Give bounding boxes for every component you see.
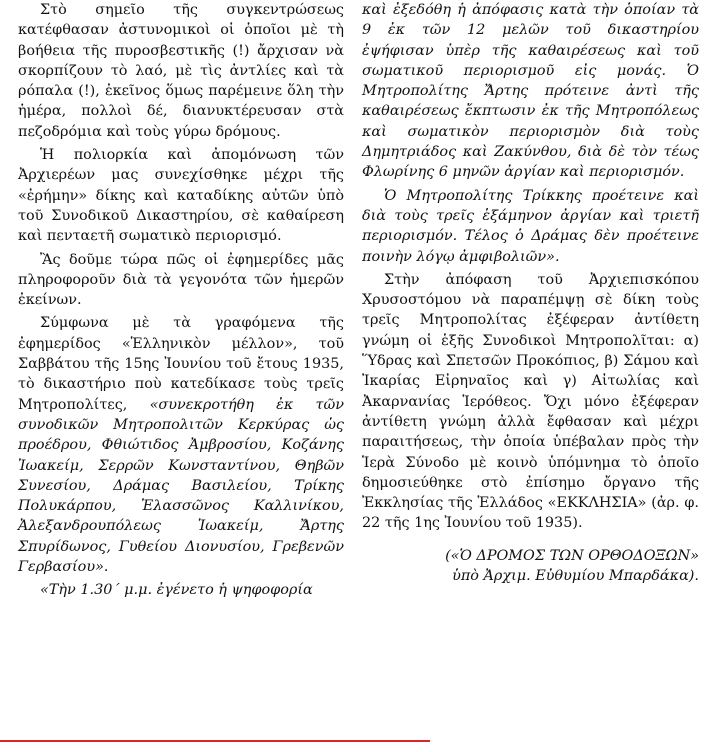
court-members-quote: «συνεκροτήθη ἐκ τῶν συνοδικῶν Μητροπολιτῶν Κερκύρας ὡς προέδρου, Φθιώτιδος Ἀμβροσίου, Κοζάνης Ἰωακείμ, Σερρῶν Κωνσταντίνου, Θηβῶν Συνεσίου, Δράμας Βασιλείου, Τρίκης Πολυκάρπου, Ἐλασσῶνος Καλλινίκου, Ἀλεξανδρουπόλεως Ἰωακείμ, Ἄρτης Σπυρίδωνος, Γυθείου Διονυσίου, Γρεβενῶν Γερβασίου». (18, 396, 344, 576)
left-column (18, 0, 344, 604)
source-signature (362, 546, 699, 586)
right-column (362, 0, 699, 586)
source-book-title: («Ὁ ΔΡΟΜΟΣ ΤΩΝ ΟΡΘΟΔΟΞΩΝ» (445, 547, 699, 564)
paragraph-trikki-proposal: Ὁ Μητροπολίτης Τρίκκης προέτεινε καὶ διὰ τοὺς τρεῖς ἑξάμηνον ἀργίαν καὶ τριετῆ περιορισμόν. Τέλος ὁ Δράμας δὲν προέτεινε ποινὴν λόγῳ ἀμφιβολιῶν». (362, 187, 699, 265)
paragraph-vote-start: «Τὴν 1.30΄ μ.μ. ἐγένετο ἡ ψηφοφορία (40, 582, 313, 599)
paragraph-court (18, 313, 344, 577)
paragraph-police: Στὸ σημεῖο τῆς συγκεντρώσεως κατέφθασαν ἀστυνομικοὶ οἱ ὁποῖοι μὲ τὴ βοήθεια τῆς πυροσβεστικῆς (!) ἄρχισαν νὰ σκορπίζουν τὸ λαό, μὲ τὶς ἀντλίες καὶ τὰ ρόπαλα (!), ἐκεῖνος ὅμως παρέμεινε ὅλη τὴν ἡμέρα, πολλοὶ δέ, διανυκτέρευσαν στὰ πεζοδρόμια καὶ τοὺς γύρω δρόμους. (18, 2, 344, 140)
footer-rule (0, 740, 430, 742)
source-author: ὑπὸ Ἀρχιμ. Εὐθυμίου Μπαρδάκα). (452, 567, 699, 584)
paragraph-dissent: Στὴν ἀπόφαση τοῦ Ἀρχιεπισκόπου Χρυσοστόμου νὰ παραπέμψῃ σὲ δίκη τοὺς τρεῖς Μητροπολίτας ἐξέφεραν ἀντίθετη γνώμη οἱ ἑξῆς Συνοδικοὶ Μητροπολῖται: α) Ὕδρας καὶ Σπετσῶν Προκόπιος, β) Σάμου καὶ Ἰκαρίας Εἰρηναῖος καὶ γ) Αἰτωλίας καὶ Ἀκαρνανίας Ἱερόθεος. Ὄχι μόνο ἐξέφεραν ἀντίθετη γνώμη ἀλλὰ ἔφθασαν καὶ μέχρι παραιτήσεως, τὴν ὁποία ὑπέβαλαν πρὸς τὴν Ἱερὰ Σύνοδο μὲ κοινὸ ὑπόμνημα τὸ ὁποῖο δημοσιεύθηκε στὸ ἐπίσημο ὄργανο τῆς Ἐκκλησίας τῆς Ἑλλάδος «ΕΚΚΛΗΣΙΑ» (ἀρ. φ. 22 τῆς 1ης Ἰουνίου τοῦ 1935). (362, 271, 699, 532)
court-intro-text: Σύμφωνα μὲ τὰ γραφόμενα τῆς ἐφημερίδος «Ἑλληνικὸν μέλλον», τοῦ Σαββάτου τῆς 15ης Ἰουνίου τοῦ ἔτους 1935, τὸ δικαστήριο ποὺ κατεδίκασε τοὺς τρεῖς Μητροπολίτες, (18, 315, 344, 413)
paragraph-decision: καὶ ἐξεδόθη ἡ ἀπόφασις κατὰ τὴν ὁποίαν τὰ 9 ἐκ τῶν 12 μελῶν τοῦ δικαστηρίου ἐψήφισαν ὑπὲρ τῆς καθαιρέσεως καὶ τοῦ σωματικοῦ περιορισμοῦ εἰς μονάς. Ὁ Μητροπολίτης Ἄρτης πρότεινε ἀντὶ τῆς καθαιρέσεως ἔκπτωσιν ἐκ τῆς Μητροπόλεως καὶ σωματικὸν περιορισμὸν διὰ τοὺς Δημητριάδος καὶ Ζακύνθου, διὰ δὲ τὸν τέως Φλωρίνης 6 μηνῶν ἀργίαν καὶ περιορισμόν. (362, 2, 699, 181)
paragraph-siege: Ἡ πολιορκία καὶ ἀπομόνωση τῶν Ἀρχιερέων μας συνεχίσθηκε μέχρι τῆς «ἐρήμην» δίκης καὶ καταδίκης αὐτῶν ὑπὸ τοῦ Συνοδικοῦ Δικαστηρίου, σὲ καθαίρεση καὶ πενταετῆ σωματικὸ περιορισμό. (18, 147, 344, 245)
paragraph-newspapers: Ἂς δοῦμε τώρα πῶς οἱ ἐφημερίδες μᾶς πληροφοροῦν διὰ τὰ γεγονότα τῶν ἡμερῶν ἐκείνων. (18, 251, 344, 309)
